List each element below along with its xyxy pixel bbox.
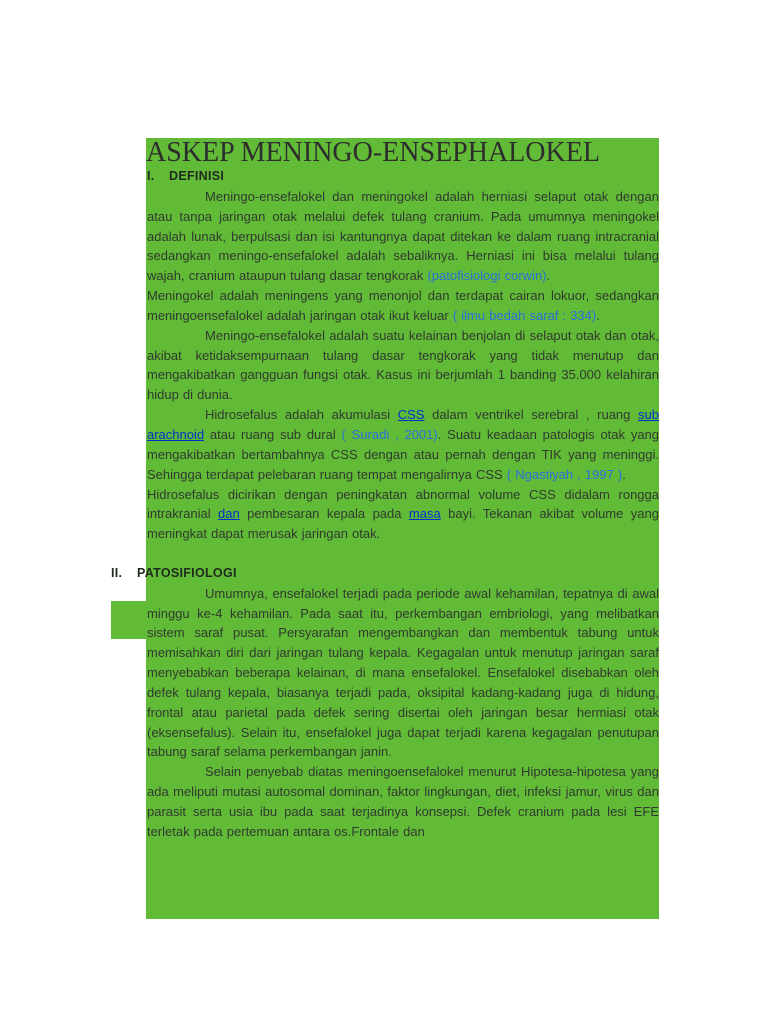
paragraph-hidrosefalus-2: [147, 485, 659, 545]
paragraph-text: Hidrosefalus dicirikan dengan peningkatan abnormal volume CSS didalam rongga intrakranial: [147, 486, 659, 522]
section-heading-definisi: [147, 167, 659, 187]
paragraph-text: .: [546, 268, 551, 284]
paragraph-text: Hidrosefalus adalah akumulasi: [205, 407, 398, 423]
paragraph-text: Meningokel adalah meningens yang menonjol dan terdapat cairan lokuor, sedangkan meningoensefalokel adalah jaringan otak ikut keluar: [147, 288, 659, 323]
paragraph-text: dalam ventrikel serebral , ruang: [424, 407, 639, 423]
paragraph-definition-3: Meningo-ensefalokel adalah suatu kelainan benjolan di selaput otak dan otak, akibat ketidaksempurnaan tulang dasar tengkorak yang tidak menutup dan mengakibatkan gangguan fungsi otak. Kasus ini berjumlah 1 banding 35.000 kelahiran hidup di dunia.: [147, 327, 659, 403]
paragraph-definition-2: [147, 286, 659, 326]
section-number: I.: [147, 169, 155, 183]
paragraph-patofisiologi-1: Umumnya, ensefalokel terjadi pada periode awal kehamilan, tepatnya di awal minggu ke-4 kehamilan. Pada saat itu, perkembangan embriologi, yang melibatkan sistem saraf pusat. Persyarafan mengembangkan dan membentuk tabung untuk memisahkan diri dari jaringan tulang kepala. Kegagalan untuk menutup jaringan saraf menyebabkan beberapa kelainan, di mana ensefalokel. Ensefalokel disebabkan oleh defek tulang kepala, biasanya terjadi pada, oksipital kadang-kadang juga di hidung, frontal atau parietal pada defek sering disertai oleh jaringan besar hermiasi otak (eksensefalus). Selain itu, ensefalokel juga dapat terjadi karena kegagalan penutupan tabung saraf selama perkembangan janin.: [147, 585, 659, 760]
paragraph-text: Meningo-ensefalokel dan meningokel adalah herniasi selaput otak dengan atau tanpa jaringan otak melalui defek tulang cranium. Pada umumnya meningokel adalah lunak, berpulsasi dan isi kantungnya dapat ditekan ke dalam ruang intracranial sedangkan meningo-ensefalokel adalah sebaliknya. Herniasi ini bisa melalui tulang wajah, cranium ataupun tulang dasar tengkorak: [147, 188, 659, 284]
link-dan[interactable]: dan: [218, 506, 240, 522]
citation: (patofisiologi corwin): [427, 268, 547, 284]
citation: ( Suradi , 2001): [341, 426, 438, 442]
blank-line: [147, 544, 659, 564]
section-title: DEFINISI: [169, 169, 225, 183]
paragraph-patofisiologi-2: Selain penyebab diatas meningoensefalokel menurut Hipotesa-hipotesa yang ada meliputi mutasi autosomal dominan, faktor lingkungan, diet, infeksi jamur, virus dan parasit serta usia ibu pada saat terjadinya konsepsi. Defek cranium pada lesi EFE terletak pada pertemuan antara os.Frontale dan: [147, 764, 659, 839]
paragraph-definition-1: [147, 187, 659, 286]
link-masa[interactable]: masa: [408, 506, 441, 522]
paragraph-text: .: [622, 466, 626, 482]
paragraph-text: .: [596, 307, 600, 323]
paragraph-text: bayi. Tekanan akibat volume yang meningkat dapat merusak jaringan otak.: [147, 506, 659, 542]
paragraph-text: pembesaran kepala pada: [239, 506, 409, 522]
citation: ( Ngastiyah , 1997 ): [506, 466, 623, 482]
link-sub-arachnoid[interactable]: sub arachnoid: [147, 407, 660, 442]
citation: ( ilmu bedah saraf : 334): [452, 307, 597, 323]
link-css[interactable]: CSS: [397, 407, 425, 423]
section-heading-patosifiologi: [111, 564, 659, 584]
section-title: PATOSIFIOLOGI: [137, 565, 237, 580]
section-number: II.: [111, 565, 123, 580]
green-highlight-strip: [111, 601, 146, 639]
paragraph-hidrosefalus-1: [147, 405, 659, 484]
paragraph-text: atau ruang sub dural: [204, 426, 342, 442]
document-body: [111, 167, 660, 919]
document-title: ASKEP MENINGO-ENSEPHALOKEL: [146, 137, 600, 168]
paragraph-text: . Suatu keadaan patologis otak yang mengakibatkan bertambahnya CSS dengan atau pernah dengan TIK yang meninggi. Sehingga terdapat pelebaran ruang tempat mengalirnya CSS: [147, 426, 660, 482]
